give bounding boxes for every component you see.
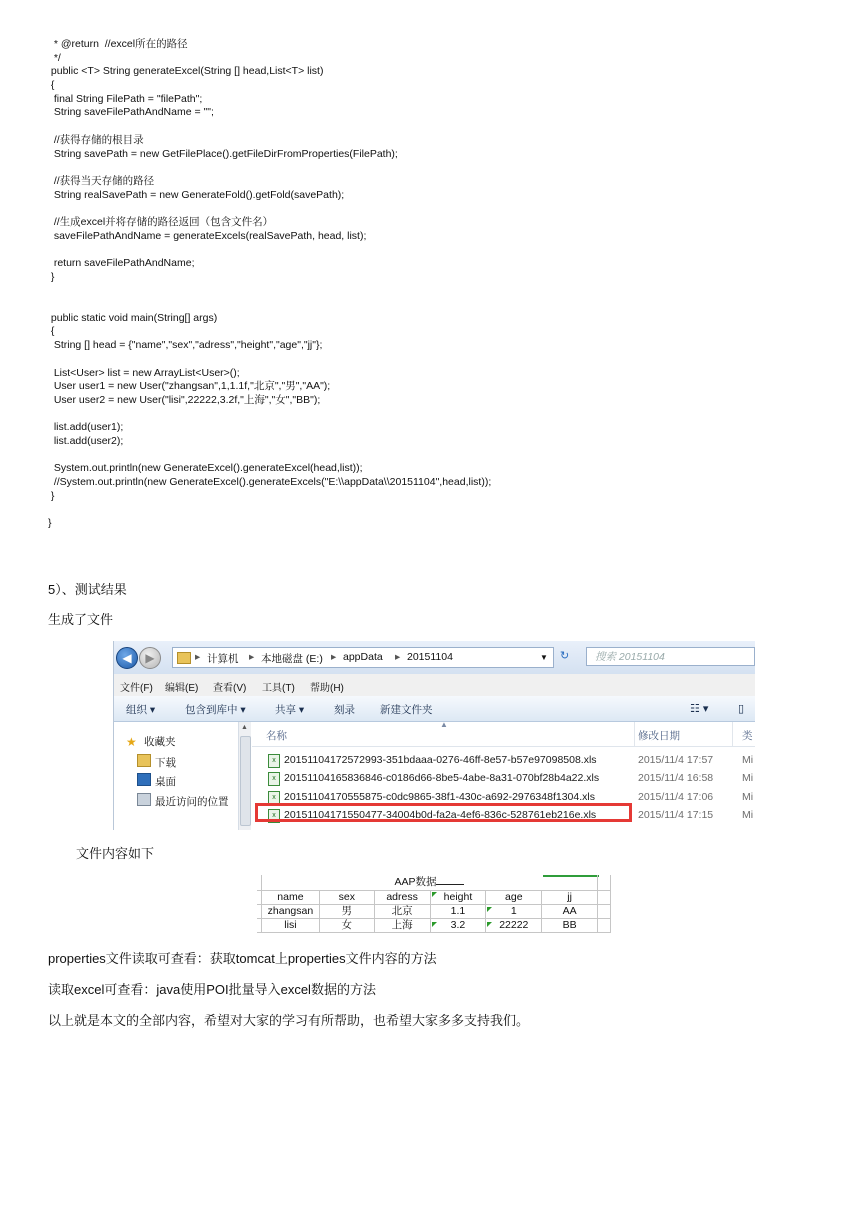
paragraph-properties: properties文件读取可查看：获取tomcat上properties文件内容的方法 — [48, 951, 437, 966]
nav-item-label: 最近访问的位置 — [155, 796, 229, 808]
new-folder-button[interactable]: 新建文件夹 — [380, 704, 433, 716]
code-line — [48, 449, 828, 463]
address-row — [114, 641, 755, 674]
data-cell: BB — [542, 919, 598, 933]
code-line: //System.out.println(new GenerateExcel().generateExcels("E:\\appData\\20151104",head,list)); — [48, 476, 492, 488]
refresh-icon[interactable]: ↻ — [560, 650, 570, 662]
code-line: { — [48, 79, 55, 92]
star-icon: ★ — [126, 735, 137, 749]
breadcrumb-disk[interactable]: 本地磁盘 (E:) — [261, 653, 323, 665]
code-line: } — [48, 517, 52, 530]
file-date: 2015/11/4 17:06 — [638, 791, 714, 803]
recent-places-icon — [137, 793, 151, 806]
file-list-header — [252, 722, 755, 747]
menu-tools[interactable]: 工具(T) — [262, 683, 295, 694]
code-line — [48, 284, 828, 298]
code-line: //生成excel并将存储的路径返回（包含文件名） — [48, 215, 274, 228]
header-cell: height — [430, 891, 486, 905]
code-line: list.add(user2); — [48, 434, 124, 447]
nav-item-desktop[interactable] — [137, 773, 176, 789]
nav-scrollbar[interactable] — [238, 722, 251, 830]
code-line: String saveFilePathAndName = ""; — [48, 106, 214, 119]
paragraph-closing: 以上就是本文的全部内容，希望对大家的学习有所帮助，也希望大家多多支持我们。 — [48, 1013, 530, 1028]
breadcrumb-computer[interactable]: 计算机 — [207, 653, 239, 665]
breadcrumb-separator-icon: ▸ — [195, 651, 201, 663]
data-cell: lisi — [261, 919, 319, 933]
empty-cell — [597, 919, 610, 933]
breadcrumb-appdata[interactable]: appData — [343, 651, 383, 663]
code-line — [48, 298, 828, 312]
menu-edit[interactable]: 编辑(E) — [165, 683, 199, 694]
highlight-box — [255, 803, 632, 822]
code-line: List<User> list = new ArrayList<User>(); — [48, 366, 240, 379]
code-line: } — [48, 270, 55, 283]
breadcrumb-separator-icon: ▸ — [395, 651, 401, 663]
code-line: User user2 = new User("lisi",22222,3.2f,"上海","女","BB"); — [48, 393, 321, 406]
code-line: final String FilePath = "filePath"; — [48, 92, 203, 105]
nav-item-downloads[interactable] — [137, 754, 176, 770]
code-line — [48, 202, 828, 216]
sheet-title: AAP数据 — [394, 876, 437, 888]
scrollbar-thumb[interactable] — [240, 736, 251, 826]
address-bar[interactable] — [172, 647, 554, 668]
sheet-title-cell — [261, 875, 597, 891]
cell-marker-icon — [432, 892, 437, 897]
menu-file[interactable]: 文件(F) — [120, 683, 153, 694]
desktop-icon — [137, 773, 151, 786]
column-type[interactable]: 类 — [742, 730, 753, 742]
excel-file-icon: x — [268, 791, 280, 805]
forward-button[interactable] — [139, 647, 161, 669]
code-line: //获得存储的根目录 — [48, 133, 144, 146]
file-row[interactable] — [252, 751, 755, 770]
navigation-pane — [114, 722, 239, 830]
file-type: Mi — [742, 754, 754, 766]
search-input[interactable]: 搜索 20151104 — [586, 647, 755, 666]
column-name[interactable]: 名称 — [266, 730, 287, 742]
file-date: 2015/11/4 16:58 — [638, 772, 714, 784]
code-line: String [] head = {"name","sex","adress","height","age","jj"}; — [48, 339, 323, 352]
data-cell: 北京 — [374, 905, 430, 919]
sort-arrow-icon: ▲ — [440, 720, 448, 729]
file-name: 20151104172572993-351bdaaa-0276-46ff-8e57-b57e97098508.xls — [284, 754, 597, 766]
code-block — [48, 38, 828, 531]
code-line: * @return //excel所在的路径 — [48, 38, 188, 50]
include-library-button[interactable]: 包含到库中 ▾ — [185, 704, 246, 716]
file-name: 20151104165836846-c0186d66-8be5-4abe-8a31-070bf28b4a22.xls — [284, 772, 600, 784]
excel-file-icon: x — [268, 754, 280, 768]
explorer-screenshot — [113, 641, 755, 830]
menu-help[interactable]: 帮助(H) — [310, 683, 344, 694]
file-type: Mi — [742, 791, 754, 803]
nav-item-recent[interactable] — [137, 793, 229, 809]
code-line — [48, 161, 828, 175]
nav-item-label: 桌面 — [155, 776, 176, 788]
empty-cell — [597, 905, 610, 919]
forward-arrow-icon: ▶ — [145, 651, 155, 665]
header-cell: age — [486, 891, 542, 905]
code-line: { — [48, 325, 55, 338]
downloads-icon — [137, 754, 151, 767]
data-cell: 女 — [319, 919, 374, 933]
scroll-up-icon[interactable]: ▲ — [241, 724, 248, 731]
code-line: String realSavePath = new GenerateFold().getFold(savePath); — [48, 188, 345, 201]
share-button[interactable]: 共享 ▾ — [275, 704, 305, 716]
header-cell: sex — [319, 891, 374, 905]
excel-file-icon: x — [268, 809, 280, 823]
menu-view[interactable]: 查看(V) — [213, 683, 247, 694]
code-line — [48, 243, 828, 257]
code-line: public static void main(String[] args) — [48, 311, 218, 324]
section-title: 5）、测试结果 — [48, 582, 127, 597]
folder-icon — [177, 652, 191, 664]
data-cell: 1 — [486, 905, 542, 919]
file-type: Mi — [742, 772, 754, 784]
header-cell: jj — [542, 891, 598, 905]
code-line: //获得当天存储的路径 — [48, 174, 155, 187]
title-underline — [436, 876, 464, 885]
code-line: public <T> String generateExcel(String [] head,List<T> list) — [48, 65, 324, 78]
file-date: 2015/11/4 17:57 — [638, 754, 714, 766]
data-cell: 22222 — [486, 919, 542, 933]
favorites-label: 收藏夹 — [144, 736, 176, 748]
code-line: String savePath = new GetFilePlace().getFileDirFromProperties(FilePath); — [48, 147, 398, 160]
header-cell: name — [261, 891, 319, 905]
back-arrow-icon: ◀ — [122, 651, 132, 665]
cell-marker-icon — [487, 907, 492, 912]
menu-bar — [114, 674, 755, 697]
file-date: 2015/11/4 17:15 — [638, 809, 714, 821]
code-line — [48, 503, 828, 517]
nav-item-label: 下载 — [155, 757, 176, 769]
spreadsheet-excerpt — [257, 875, 611, 936]
preview-pane-icon[interactable]: ▯ — [738, 703, 745, 715]
data-cell: zhangsan — [261, 905, 319, 919]
file-row[interactable] — [252, 769, 755, 788]
command-toolbar — [114, 696, 755, 722]
code-line — [48, 353, 828, 367]
code-line — [48, 120, 828, 134]
code-line: User user1 = new User("zhangsan",1,1.1f,"北京","男","AA"); — [48, 380, 331, 393]
empty-cell — [597, 875, 610, 891]
code-line: saveFilePathAndName = generateExcels(realSavePath, head, list); — [48, 229, 367, 242]
file-name: 20151104170555875-c0dc9865-38f1-430c-a692-2976348f1304.xls — [284, 791, 595, 803]
cell-marker-icon — [487, 922, 492, 927]
data-cell: 1.1 — [430, 905, 486, 919]
code-line: } — [48, 489, 55, 502]
generated-text: 生成了文件 — [48, 612, 114, 627]
back-button[interactable] — [116, 647, 138, 669]
data-cell: 男 — [319, 905, 374, 919]
code-line: System.out.println(new GenerateExcel().generateExcel(head,list)); — [48, 462, 363, 475]
code-line: list.add(user1); — [48, 421, 124, 434]
breadcrumb-folder[interactable]: 20151104 — [407, 651, 453, 663]
code-line: return saveFilePathAndName; — [48, 257, 195, 269]
dropdown-arrow-icon[interactable]: ▼ — [540, 653, 548, 662]
content-text: 文件内容如下 — [76, 846, 155, 861]
header-cell: adress — [374, 891, 430, 905]
file-type: Mi — [742, 809, 754, 821]
data-cell: AA — [542, 905, 598, 919]
cell-marker-icon — [432, 922, 437, 927]
breadcrumb-separator-icon: ▸ — [331, 651, 337, 663]
empty-cell — [597, 891, 610, 905]
organize-button[interactable]: 组织 ▾ — [126, 704, 156, 716]
code-line: */ — [48, 51, 61, 64]
code-line — [48, 408, 828, 422]
favorites-item[interactable] — [126, 734, 176, 749]
column-divider[interactable] — [732, 722, 733, 746]
column-divider[interactable] — [634, 722, 635, 746]
view-options-icon[interactable]: ☷ ▾ — [690, 703, 709, 715]
paragraph-excel: 读取excel可查看：java使用POI批量导入excel数据的方法 — [48, 982, 376, 997]
burn-button[interactable]: 刻录 — [334, 704, 355, 716]
data-cell: 3.2 — [430, 919, 486, 933]
excel-file-icon: x — [268, 772, 280, 786]
column-date[interactable]: 修改日期 — [638, 730, 680, 742]
data-cell: 上海 — [374, 919, 430, 933]
breadcrumb-separator-icon: ▸ — [249, 651, 255, 663]
file-name: 20151104171550477-34004b0d-fa2a-4ef6-836c-528761eb216e.xls — [284, 809, 597, 821]
